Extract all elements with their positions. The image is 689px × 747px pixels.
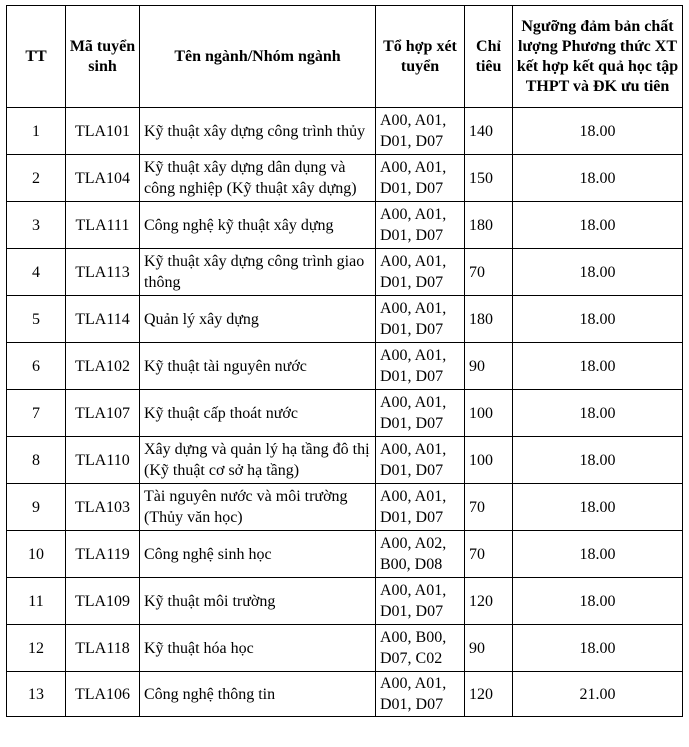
table-row <box>7 296 683 343</box>
subject-combination <box>376 108 465 155</box>
quota: 120 <box>465 672 513 717</box>
row-number: 9 <box>7 484 66 531</box>
table-row <box>7 625 683 672</box>
header-code: Mã tuyển sinh <box>66 6 140 108</box>
major-name: Kỹ thuật xây dựng công trình thủy <box>140 108 376 155</box>
row-number: 7 <box>7 390 66 437</box>
table-row <box>7 484 683 531</box>
quota: 180 <box>465 296 513 343</box>
major-name: Công nghệ kỹ thuật xây dựng <box>140 202 376 249</box>
major-name: Kỹ thuật xây dựng công trình giao thông <box>140 249 376 296</box>
header-score: Ngưỡng đảm bản chất lượng Phương thức XT kết hợp kết quả học tập THPT và ĐK ưu tiên <box>513 6 683 108</box>
table-row <box>7 578 683 625</box>
quota: 140 <box>465 108 513 155</box>
major-name: Kỹ thuật tài nguyên nước <box>140 343 376 390</box>
threshold-score: 18.00 <box>513 155 683 202</box>
threshold-score: 18.00 <box>513 437 683 484</box>
combo-line-2: D01, D07 <box>380 509 444 526</box>
combo-line-1: A00, A01, <box>380 347 447 364</box>
table-row <box>7 672 683 717</box>
combo-line-1: A00, A02, <box>380 535 447 552</box>
combo-line-2: D07, C02 <box>380 650 443 667</box>
row-number: 13 <box>7 672 66 717</box>
admission-code: TLA107 <box>66 390 140 437</box>
subject-combination <box>376 672 465 717</box>
threshold-score: 18.00 <box>513 108 683 155</box>
quota: 90 <box>465 625 513 672</box>
admission-code: TLA101 <box>66 108 140 155</box>
subject-combination <box>376 202 465 249</box>
subject-combination <box>376 531 465 578</box>
admission-code: TLA110 <box>66 437 140 484</box>
subject-combination <box>376 343 465 390</box>
combo-line-2: D01, D07 <box>380 321 444 338</box>
table-row <box>7 249 683 296</box>
row-number: 12 <box>7 625 66 672</box>
row-number: 2 <box>7 155 66 202</box>
quota: 150 <box>465 155 513 202</box>
table-row <box>7 108 683 155</box>
quota: 100 <box>465 437 513 484</box>
threshold-score: 18.00 <box>513 625 683 672</box>
subject-combination <box>376 578 465 625</box>
admission-code: TLA102 <box>66 343 140 390</box>
admission-code: TLA103 <box>66 484 140 531</box>
subject-combination <box>376 437 465 484</box>
quota: 70 <box>465 484 513 531</box>
combo-line-2: D01, D07 <box>380 462 444 479</box>
threshold-score: 21.00 <box>513 672 683 717</box>
threshold-score: 18.00 <box>513 578 683 625</box>
subject-combination <box>376 249 465 296</box>
table-row <box>7 531 683 578</box>
combo-line-1: A00, A01, <box>380 675 447 692</box>
threshold-score: 18.00 <box>513 390 683 437</box>
quota: 100 <box>465 390 513 437</box>
major-name: Công nghệ thông tin <box>140 672 376 717</box>
row-number: 6 <box>7 343 66 390</box>
major-name: Công nghệ sinh học <box>140 531 376 578</box>
combo-line-1: A00, A01, <box>380 488 447 505</box>
admission-code: TLA118 <box>66 625 140 672</box>
combo-line-2: D01, D07 <box>380 415 444 432</box>
subject-combination <box>376 155 465 202</box>
threshold-score: 18.00 <box>513 249 683 296</box>
table-row <box>7 202 683 249</box>
combo-line-2: D01, D07 <box>380 227 444 244</box>
combo-line-2: D01, D07 <box>380 133 444 150</box>
admissions-table <box>6 5 683 717</box>
header-quota: Chỉ tiêu <box>465 6 513 108</box>
combo-line-1: A00, A01, <box>380 159 447 176</box>
row-number: 1 <box>7 108 66 155</box>
combo-line-2: D01, D07 <box>380 368 444 385</box>
row-number: 5 <box>7 296 66 343</box>
header-name: Tên ngành/Nhóm ngành <box>140 6 376 108</box>
combo-line-1: A00, A01, <box>380 582 447 599</box>
admission-code: TLA104 <box>66 155 140 202</box>
row-number: 10 <box>7 531 66 578</box>
combo-line-1: A00, A01, <box>380 394 447 411</box>
major-name: Tài nguyên nước và môi trường (Thủy văn học) <box>140 484 376 531</box>
row-number: 11 <box>7 578 66 625</box>
row-number: 4 <box>7 249 66 296</box>
row-number: 3 <box>7 202 66 249</box>
major-name: Kỹ thuật môi trường <box>140 578 376 625</box>
threshold-score: 18.00 <box>513 484 683 531</box>
header-tt: TT <box>7 6 66 108</box>
row-number: 8 <box>7 437 66 484</box>
quota: 90 <box>465 343 513 390</box>
combo-line-2: D01, D07 <box>380 696 444 713</box>
combo-line-2: D01, D07 <box>380 180 444 197</box>
major-name: Kỹ thuật hóa học <box>140 625 376 672</box>
major-name: Xây dựng và quản lý hạ tầng đô thị (Kỹ thuật cơ sở hạ tầng) <box>140 437 376 484</box>
subject-combination <box>376 625 465 672</box>
quota: 120 <box>465 578 513 625</box>
major-name: Kỹ thuật xây dựng dân dụng và công nghiệp (Kỹ thuật xây dựng) <box>140 155 376 202</box>
subject-combination <box>376 484 465 531</box>
combo-line-1: A00, B00, <box>380 629 447 646</box>
major-name: Kỹ thuật cấp thoát nước <box>140 390 376 437</box>
subject-combination <box>376 390 465 437</box>
admission-code: TLA113 <box>66 249 140 296</box>
header-combo: Tổ hợp xét tuyển <box>376 6 465 108</box>
admission-code: TLA114 <box>66 296 140 343</box>
combo-line-2: D01, D07 <box>380 274 444 291</box>
admission-code: TLA106 <box>66 672 140 717</box>
combo-line-1: A00, A01, <box>380 253 447 270</box>
table-row <box>7 343 683 390</box>
combo-line-2: B00, D08 <box>380 556 443 573</box>
admission-code: TLA111 <box>66 202 140 249</box>
table-row <box>7 437 683 484</box>
admission-code: TLA109 <box>66 578 140 625</box>
combo-line-1: A00, A01, <box>380 300 447 317</box>
subject-combination <box>376 296 465 343</box>
combo-line-1: A00, A01, <box>380 441 447 458</box>
combo-line-1: A00, A01, <box>380 206 447 223</box>
threshold-score: 18.00 <box>513 531 683 578</box>
quota: 180 <box>465 202 513 249</box>
combo-line-2: D01, D07 <box>380 603 444 620</box>
header-row <box>7 6 683 108</box>
threshold-score: 18.00 <box>513 296 683 343</box>
major-name: Quản lý xây dựng <box>140 296 376 343</box>
quota: 70 <box>465 531 513 578</box>
admission-code: TLA119 <box>66 531 140 578</box>
combo-line-1: A00, A01, <box>380 112 447 129</box>
quota: 70 <box>465 249 513 296</box>
threshold-score: 18.00 <box>513 202 683 249</box>
table-row <box>7 390 683 437</box>
threshold-score: 18.00 <box>513 343 683 390</box>
table-row <box>7 155 683 202</box>
table-body <box>7 108 683 717</box>
